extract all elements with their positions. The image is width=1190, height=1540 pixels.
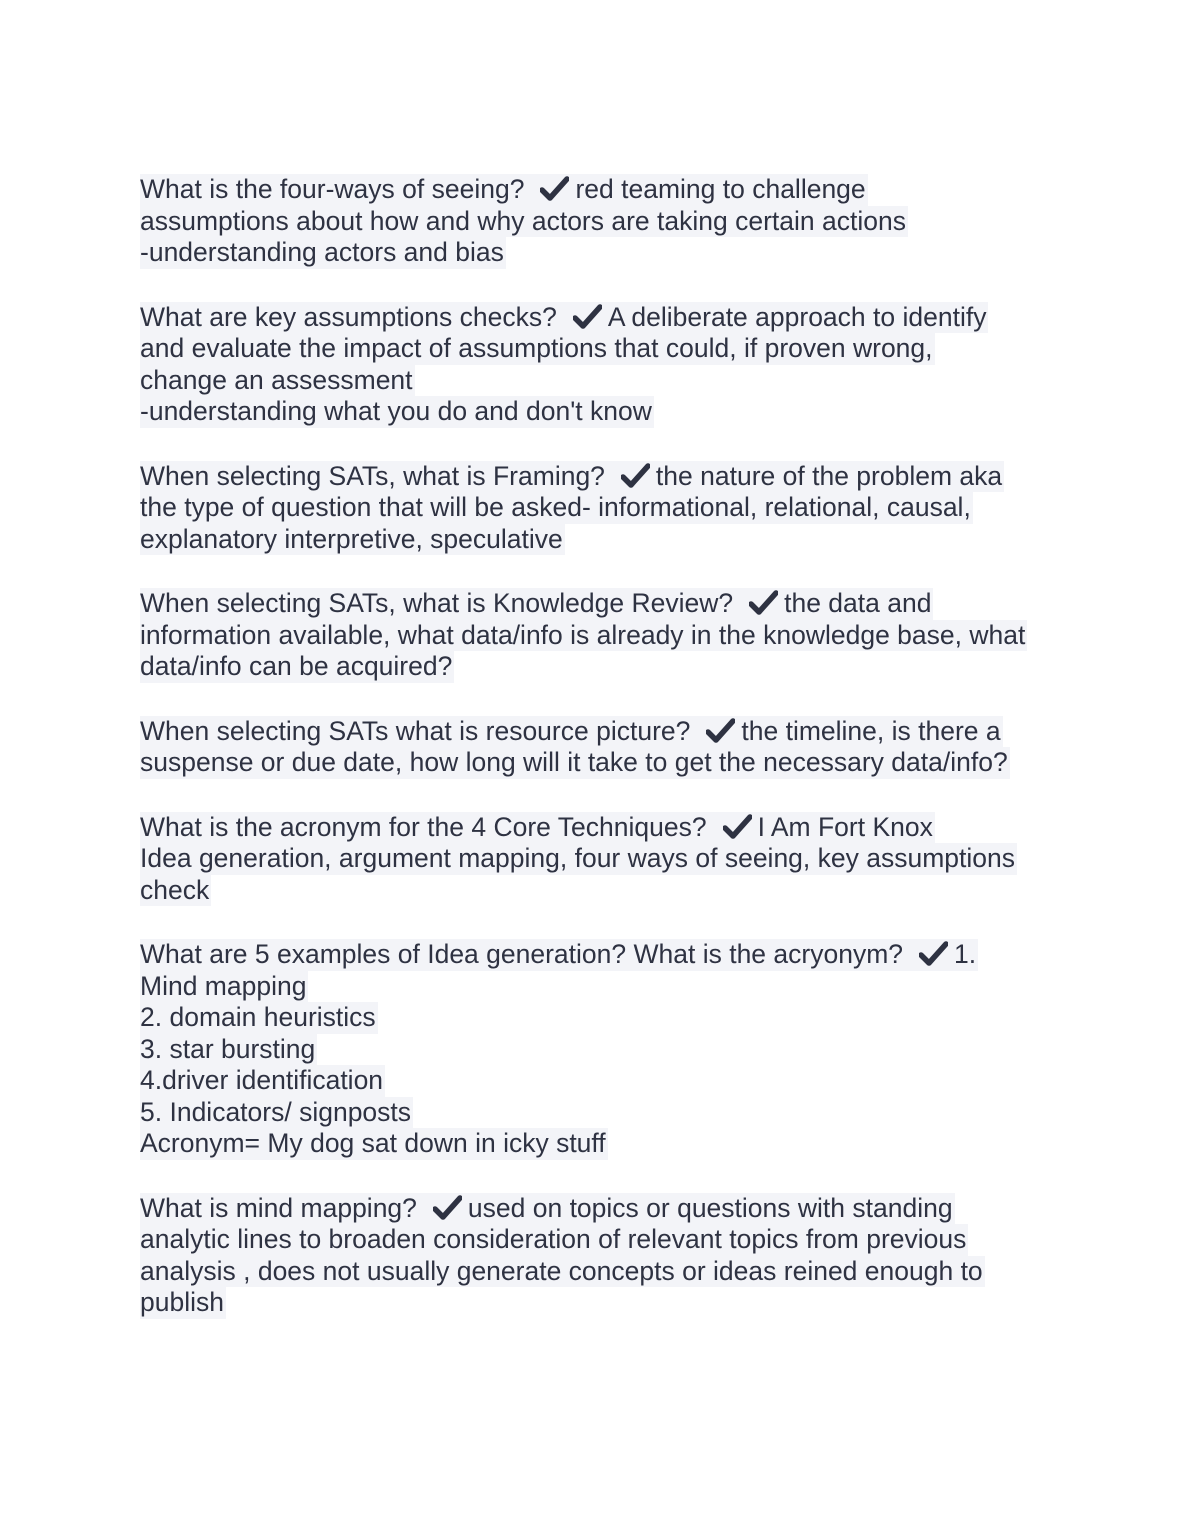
qa-first-line — [140, 588, 933, 620]
qa-item — [140, 716, 1060, 779]
check-mark-icon — [723, 814, 752, 840]
check-mark-icon — [573, 304, 602, 330]
qa-item — [140, 302, 1060, 428]
answer-line: 5. Indicators/ signposts — [140, 1096, 412, 1127]
qa-item — [140, 939, 1060, 1160]
answer-line: suspense or due date, how long will it take to get the necessary data/info? — [140, 747, 1008, 777]
question-text: What is the acronym for the 4 Core Techniques? — [140, 811, 707, 842]
qa-first-line — [140, 716, 1003, 748]
answer-line: information available, what data/info is already in the knowledge base, what — [140, 619, 1026, 650]
answer-line: Mind mapping — [140, 970, 307, 1001]
question-text: When selecting SATs, what is Knowledge Review? — [140, 588, 734, 618]
answer-line: 2. domain heuristics — [140, 1002, 376, 1032]
answer-line: Acronym= My dog sat down in icky stuff — [140, 1128, 606, 1158]
qa-item — [140, 812, 1060, 907]
answer-line: -understanding actors and bias — [140, 237, 504, 267]
answer-text: used on topics or questions with standing — [467, 1192, 953, 1223]
answer-line: data/info can be acquired? — [140, 651, 453, 681]
answer-line: 4.driver identification — [140, 1065, 384, 1095]
answer-line: change an assessment — [140, 364, 413, 395]
qa-first-line — [140, 302, 988, 334]
answer-line: assumptions about how and why actors are taking certain actions — [140, 205, 906, 236]
qa-first-line — [140, 939, 978, 971]
question-text: What is mind mapping? — [140, 1192, 417, 1223]
question-text: What are 5 examples of Idea generation? What is the acryonym? — [140, 939, 904, 969]
check-mark-icon — [433, 1195, 462, 1221]
answer-text: red teaming to challenge — [575, 174, 866, 204]
qa-item — [140, 1193, 1060, 1319]
answer-line: -understanding what you do and don't know — [140, 396, 652, 426]
check-mark-icon — [919, 941, 948, 967]
answer-line: Idea generation, argument mapping, four ways of seeing, key assumptions — [140, 843, 1016, 873]
qa-first-line — [140, 174, 868, 206]
answer-text: I Am Fort Knox — [757, 811, 933, 842]
answer-text: A deliberate approach to identify — [607, 301, 987, 332]
answer-text: the nature of the problem aka — [655, 460, 1003, 491]
answer-line: and evaluate the impact of assumptions that could, if proven wrong, — [140, 333, 933, 363]
answer-line: the type of question that will be asked- informational, relational, causal, — [140, 492, 971, 522]
qa-first-line — [140, 812, 935, 844]
answer-text: the data and — [784, 588, 932, 618]
qa-first-line — [140, 461, 1004, 493]
answer-line: analytic lines to broaden consideration of relevant topics from previous — [140, 1224, 967, 1254]
question-text: What are key assumptions checks? — [140, 301, 557, 332]
answer-line: analysis , does not usually generate concepts or ideas reined enough to — [140, 1255, 983, 1286]
answer-line: 3. star bursting — [140, 1033, 316, 1064]
qa-first-line — [140, 1193, 955, 1225]
question-text: When selecting SATs, what is Framing? — [140, 460, 605, 491]
answer-text: 1. — [954, 939, 977, 969]
qa-item — [140, 174, 1060, 269]
check-mark-icon — [540, 176, 569, 202]
answer-line: check — [140, 874, 210, 905]
answer-line: explanatory interpretive, speculative — [140, 523, 563, 554]
qa-list — [140, 174, 1060, 1352]
question-text: When selecting SATs what is resource picture? — [140, 715, 691, 746]
check-mark-icon — [706, 718, 735, 744]
answer-line: publish — [140, 1287, 224, 1317]
check-mark-icon — [749, 590, 778, 616]
question-text: What is the four-ways of seeing? — [140, 174, 525, 204]
qa-item — [140, 588, 1060, 683]
qa-item — [140, 461, 1060, 556]
check-mark-icon — [621, 463, 650, 489]
answer-text: the timeline, is there a — [741, 715, 1001, 746]
